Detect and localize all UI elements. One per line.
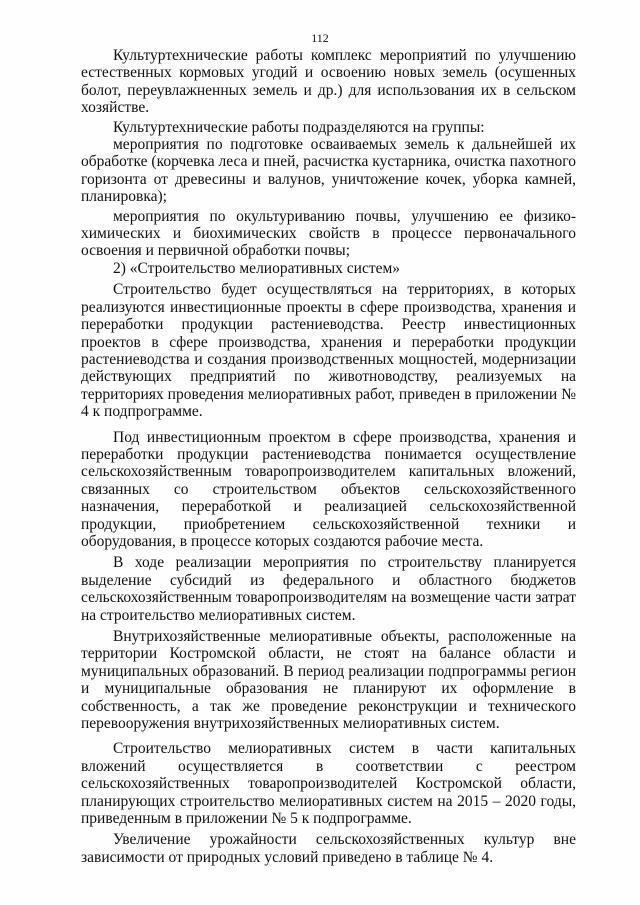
paragraph-intrafarm-objects: Внутрихозяйственные мелиоративные объекты, расположенные на территории Костромской области, не стоят на балансе области и муниципальных образований. В период реализации подпрограммы регион и муниципальные образования не планируют их оформление в собственность, а так же проведение реконструкции и технического перевооружения внутрихозяйственных мелиоративных систем. [81,628,576,733]
paragraph-yield-increase: Увеличение урожайности сельскохозяйственных культур вне зависимости от природных условий приведено в таблице № 4. [81,831,576,866]
list-item-land-preparation: мероприятия по подготовке осваиваемых земель к дальнейшей их обработке (корчевка леса и пней, расчистка кустарника, очистка пахотного горизонта от древесины и валунов, уничтожение кочек, уборка камней, планировка); [81,136,576,206]
paragraph-groups-intro: Культуртехнические работы подразделяются на группы: [113,118,485,136]
page-number: 112 [311,31,329,45]
paragraph-investment-project: Под инвестиционным проектом в сфере производства, хранения и переработки продукции растениеводства понимается осуществление сельскохозяйственным товаропроизводителем капитальных вложений, связанных со строительством объектов сельскохозяйственного назначения, переработкой и реализацией сельскохозяйственной продукции, приобретением сельскохозяйственной техники и оборудования, в процессе которых создаются рабочие места. [81,428,576,550]
document-body [81,47,576,866]
paragraph-capital-investment: Строительство мелиоративных систем в части капитальных вложений осуществляется в соответствии с реестром сельскохозяйственных товаропроизводителей Костромской области, планирующих строительство мелиоративных систем на 2015 – 2020 годы, приведенным в приложении № 5 к подпрограмме. [81,740,576,828]
paragraph-construction: Строительство будет осуществляться на территориях, в которых реализуются инвестиционные проекты в сфере производства, хранения и переработки продукции растениеводства. Реестр инвестиционных проектов в сфере производства, хранения и переработки продукции растениеводства и создания производственных мощностей, модернизации действующих предприятий по животноводству, реализуемых на территориях проведения мелиоративных работ, приведен в приложении № 4 к подпрограмме. [81,281,576,421]
paragraph-subsidies: В ходе реализации мероприятия по строительству планируется выделение субсидий из федерального и областного бюджетов сельскохозяйственным товаропроизводителям на возмещение части затрат на строительство мелиоративных систем. [81,554,576,624]
list-item-soil-cultivation: мероприятия по окультуриванию почвы, улучшению ее физико-химических и биохимических свойств в процессе первоначального освоения и первичной обработки почвы; [81,207,576,260]
section-heading: 2) «Строительство мелиоративных систем» [113,259,401,277]
paragraph-cultural-works-definition: Культуртехнические работы комплекс мероприятий по улучшению естественных кормовых угодий и освоению новых земель (осушенных болот, переувлажненных земель и др.) для использования их в сельском хозяйстве. [81,47,576,117]
